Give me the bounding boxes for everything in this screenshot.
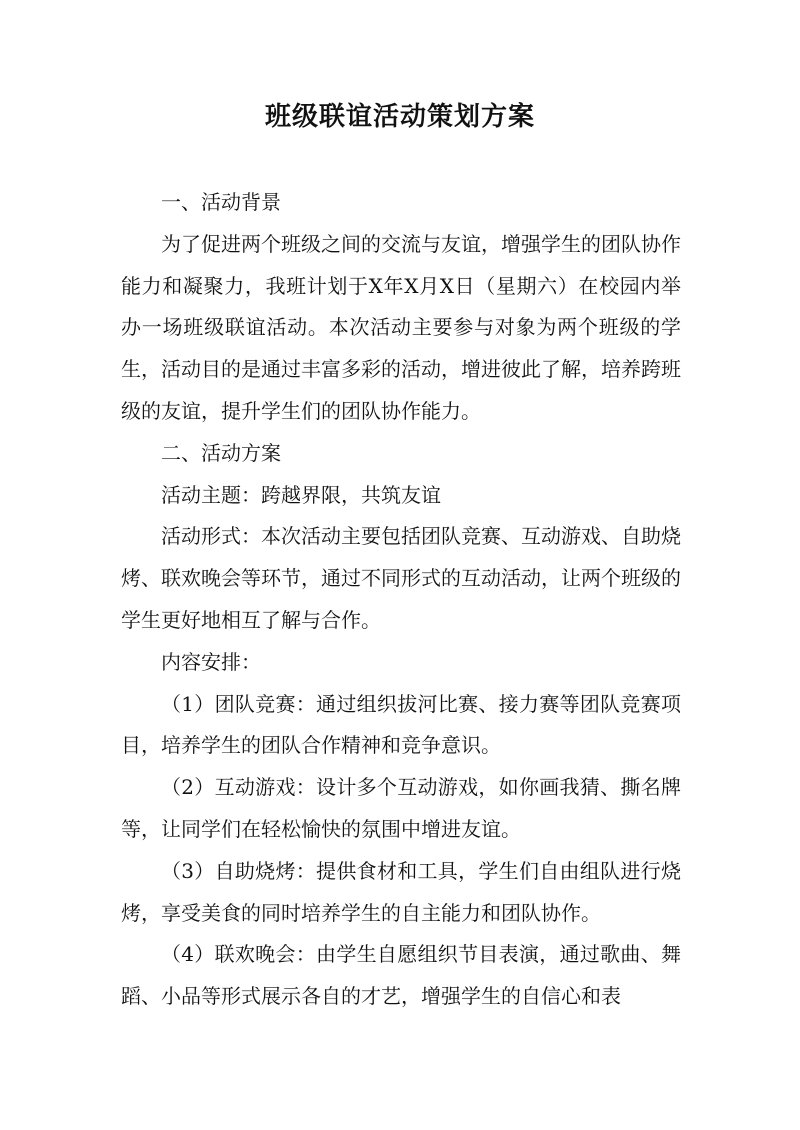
paragraph-item-1: （1）团队竞赛：通过组织拔河比赛、接力赛等团队竞赛项目，培养学生的团队合作精神和竞争意识。 [121,691,681,758]
section-heading-background: 一、活动背景 [161,190,281,214]
document-body [121,182,681,1018]
section-heading-plan: 二、活动方案 [161,440,281,465]
paragraph-background: 为了促进两个班级之间的交流与友谊，增强学生的团队协作能力和凝聚力，我班计划于X年X月X日（星期六）在校园内举办一场班级联谊活动。本次活动主要参与对象为两个班级的学生，活动目的是通过丰富多彩的活动，增进彼此了解，培养跨班级的友谊，提升学生们的团队协作能力。 [121,231,681,423]
paragraph-item-4: （4）联欢晚会：由学生自愿组织节目表演，通过歌曲、舞蹈、小品等形式展示各自的才艺，增强学生的自信心和表 [121,942,681,1009]
paragraph-format: 活动形式：本次活动主要包括团队竞赛、互动游戏、自助烧烤、联欢晚会等环节，通过不同形式的互动活动，让两个班级的学生更好地相互了解与合作。 [121,524,681,632]
document-title: 班级联谊活动策划方案 [264,102,535,132]
paragraph-item-3: （3）自助烧烤：提供食材和工具，学生们自由组队进行烧烤，享受美食的同时培养学生的自主能力和团队协作。 [121,858,681,925]
paragraph-theme: 活动主题：跨越界限，共筑友谊 [161,482,441,507]
paragraph-content-heading: 内容安排： [161,649,261,674]
paragraph-item-2: （2）互动游戏：设计多个互动游戏，如你画我猜、撕名牌等，让同学们在轻松愉快的氛围中增进友谊。 [121,775,681,841]
